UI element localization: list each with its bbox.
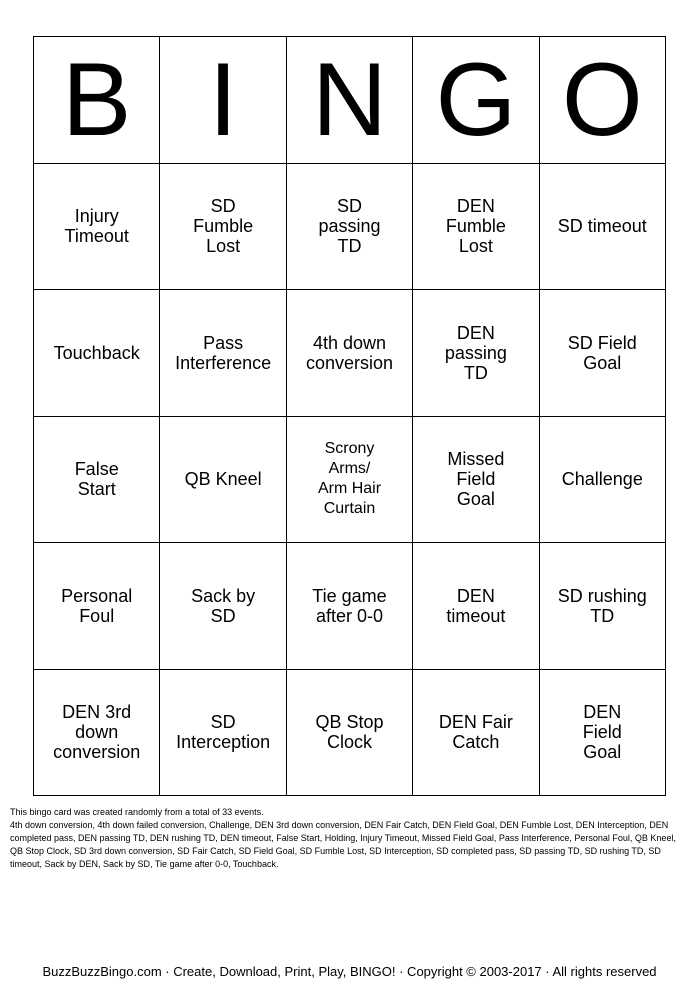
bingo-cell: DEN Fumble Lost bbox=[413, 164, 539, 291]
bingo-cell: SD Interception bbox=[160, 670, 286, 797]
bingo-cell: QB Kneel bbox=[160, 417, 286, 544]
bingo-cell: DEN passing TD bbox=[413, 290, 539, 417]
bingo-cell: Injury Timeout bbox=[34, 164, 160, 291]
card-notes bbox=[10, 806, 690, 871]
bingo-cell: SD Field Goal bbox=[540, 290, 666, 417]
bingo-cell: QB Stop Clock bbox=[287, 670, 413, 797]
bingo-cell: Challenge bbox=[540, 417, 666, 544]
header-letter-b: B bbox=[34, 37, 160, 164]
bingo-cell: DEN 3rd down conversion bbox=[34, 670, 160, 797]
bingo-cell: False Start bbox=[34, 417, 160, 544]
header-letter-i: I bbox=[160, 37, 286, 164]
bingo-cell: DEN Fair Catch bbox=[413, 670, 539, 797]
bingo-cell: Scrony Arms/ Arm Hair Curtain bbox=[287, 417, 413, 544]
header-letter-n: N bbox=[287, 37, 413, 164]
bingo-cell: DEN Field Goal bbox=[540, 670, 666, 797]
site-footer: BuzzBuzzBingo.com · Create, Download, Print, Play, BINGO! · Copyright © 2003-2017 · All rights reserved bbox=[42, 964, 657, 979]
bingo-card bbox=[33, 36, 666, 796]
bingo-cell: Pass Interference bbox=[160, 290, 286, 417]
bingo-cell: SD Fumble Lost bbox=[160, 164, 286, 291]
bingo-cell: SD timeout bbox=[540, 164, 666, 291]
bingo-cell: Sack by SD bbox=[160, 543, 286, 670]
bingo-cell: Personal Foul bbox=[34, 543, 160, 670]
bingo-cell: Tie game after 0-0 bbox=[287, 543, 413, 670]
bingo-cell: 4th down conversion bbox=[287, 290, 413, 417]
bingo-cell: SD rushing TD bbox=[540, 543, 666, 670]
bingo-cell: Touchback bbox=[34, 290, 160, 417]
bingo-cell: SD passing TD bbox=[287, 164, 413, 291]
notes-intro: This bingo card was created randomly from a total of 33 events. bbox=[10, 807, 264, 817]
bingo-cell: DEN timeout bbox=[413, 543, 539, 670]
header-letter-o: O bbox=[540, 37, 666, 164]
header-letter-g: G bbox=[413, 37, 539, 164]
bingo-cell: Missed Field Goal bbox=[413, 417, 539, 544]
notes-event-list: 4th down conversion, 4th down failed conversion, Challenge, DEN 3rd down conversion, DEN Fair Catch, DEN Field Goal, DEN Fumble Lost, DEN Interception, DEN completed pass, DEN passing TD, DEN rushing TD, DEN timeout, False Start, Holding, Injury Timeout, Missed Field Goal, Pass Interference, Personal Foul, QB Kneel, QB Stop Clock, SD 3rd down conversion, SD Fair Catch, SD Field Goal, SD Fumble Lost, SD Interception, SD completed pass, SD passing TD, SD rushing TD, SD timeout, Sack by DEN, Sack by SD, Tie game after 0-0, Touchback. bbox=[10, 820, 676, 869]
